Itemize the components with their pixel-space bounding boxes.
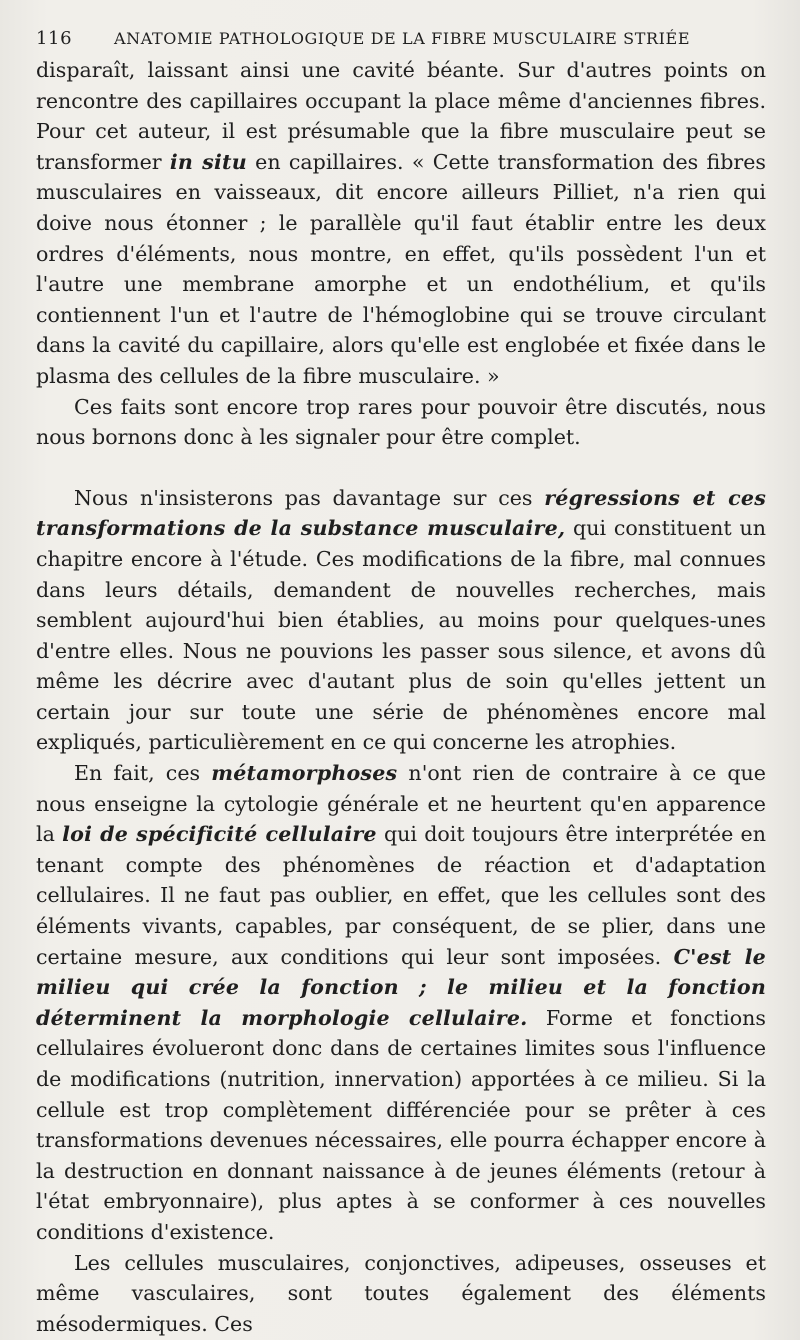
running-title: ANATOMIE PATHOLOGIQUE DE LA FIBRE MUSCULAIRE STRIÉE <box>114 29 691 48</box>
page-number: 116 <box>36 28 73 49</box>
paragraph-3-text-a: Nous n'insisterons pas davantage sur ces <box>74 485 545 510</box>
paragraph-4-italic-3: C'est le milieu qui crée la fonction ; le milieu et la fonction déterminent la morphologie cellulaire. <box>36 944 766 1030</box>
body-text <box>36 55 766 1339</box>
paragraph-4-text-b: n'ont rien de contraire à ce que nous enseigne la cytologie générale et ne heurtent qu'en apparence la <box>36 761 766 847</box>
paragraph-1-text-a: disparaît, laissant ainsi une cavité béante. Sur d'autres points on rencontre des capillaires occupant la place même d'anciennes fibres. Pour cet auteur, il est présumable que la fibre musculaire peut se transformer <box>36 58 766 174</box>
paragraph-1-text-b: en capillaires. « Cette transformation des fibres musculaires en vaisseaux, dit encore ailleurs Pilliet, n'a rien qui doive nous étonner ; le parallèle qu'il faut établir entre les deux ordres d'éléments, nous montre, en effet, qu'ils possèdent l'un et l'autre une membrane amorphe et un endothélium, et qu'ils contiennent l'un et l'autre de l'hémoglobine qui se trouve circulant dans la cavité du capillaire, alors qu'elle est englobée et fixée dans le plasma des cellules de la fibre musculaire. » <box>36 149 767 388</box>
paragraph-4-text-a: En fait, ces <box>74 761 212 786</box>
paragraph-4-italic-1: métamorphoses <box>211 761 398 786</box>
paragraph-4-italic-2: loi de spécificité cellulaire <box>62 822 377 847</box>
paragraph-1-italic-1: in situ <box>169 149 247 174</box>
paragraph-5: Les cellules musculaires, conjonctives, adipeuses, osseuses et même vasculaires, sont toutes également des éléments mésodermiques. Ces <box>36 1250 766 1336</box>
paragraph-4-text-d: Forme et fonctions cellulaires évolueront donc dans de certaines limites sous l'influence de modifications (nutrition, innervation) apportées à ce milieu. Si la cellule est trop complètement différenciée pour se prêter à ces transformations devenues nécessaires, elle pourra échapper encore à la destruction en donnant naissance à de jeunes éléments (retour à l'état embryonnaire), plus aptes à se conformer à ces nouvelles conditions d'existence. <box>36 1005 766 1244</box>
paragraph-4-text-c: qui doit toujours être interprétée en tenant compte des phénomènes de réaction et d'adaptation cellulaires. Il ne faut pas oublier, en effet, que les cellules sont des éléments vivants, capables, par conséquent, de se plier, dans une certaine mesure, aux conditions qui leur sont imposées. <box>36 822 766 969</box>
paragraph-3-text-b: qui constituent un chapitre encore à l'étude. Ces modifications de la fibre, mal connues dans leurs détails, demandent de nouvelles recherches, mais semblent aujourd'hui bien établies, au moins pour quelques-unes d'entre elles. Nous ne pouvions les passer sous silence, et avons dû même les décrire avec d'autant plus de soin qu'elles jettent un certain jour sur toute une série de phénomènes encore mal expliqués, particulièrement en ce qui concerne les atrophies. <box>36 516 766 755</box>
paragraph-2: Ces faits sont encore trop rares pour pouvoir être discutés, nous nous bornons donc à les signaler pour être complet. <box>36 394 766 450</box>
paragraph-3 <box>36 483 766 758</box>
paragraph-4 <box>36 758 766 1248</box>
paragraph-3-italic-1: régressions et ces transformations de la substance musculaire, <box>36 485 766 541</box>
paragraph-1 <box>36 55 766 392</box>
page-header <box>36 28 766 49</box>
